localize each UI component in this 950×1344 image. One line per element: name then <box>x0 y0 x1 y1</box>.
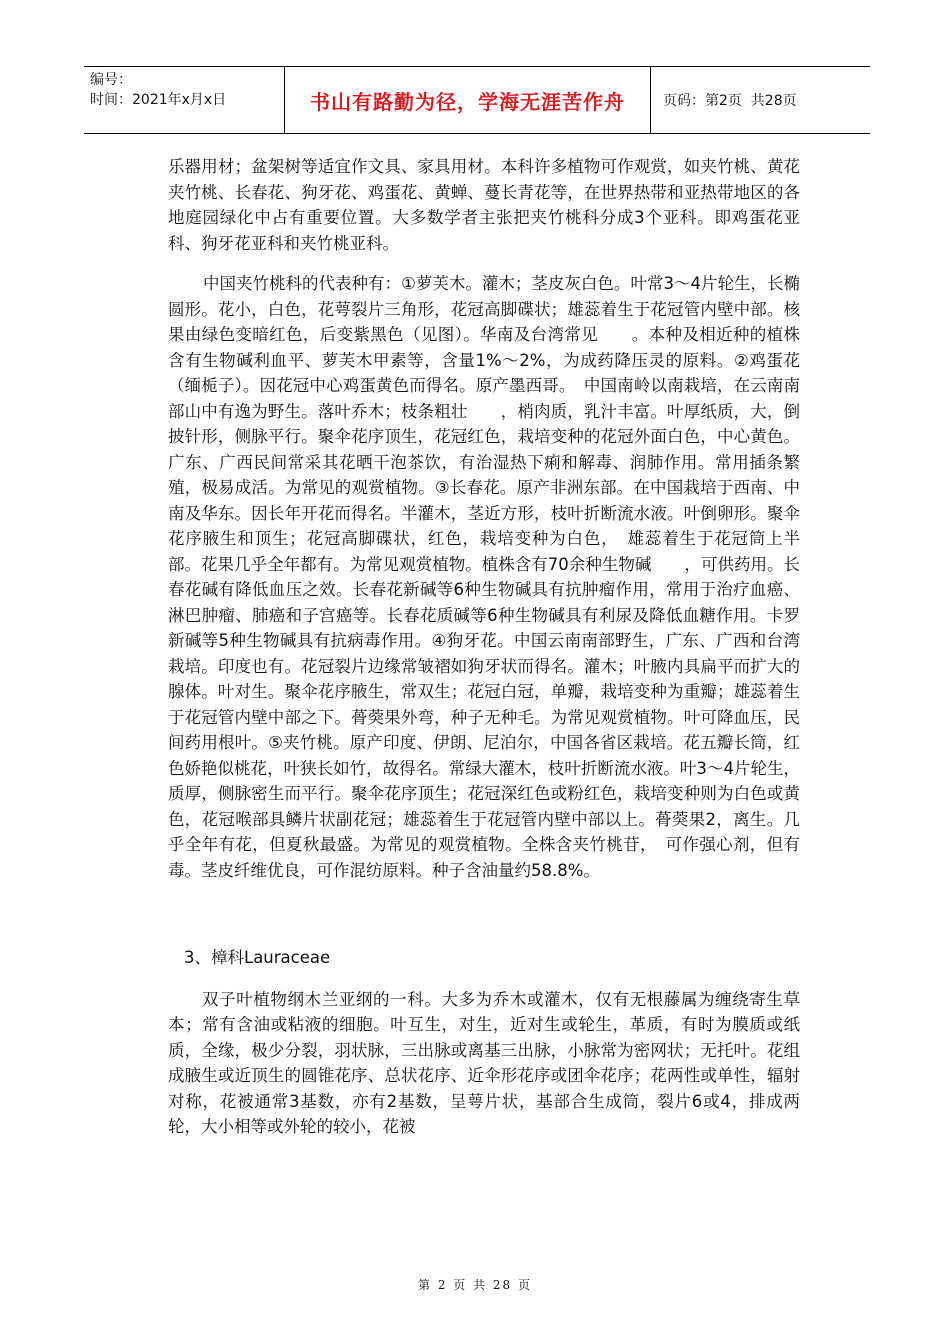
header-page-info <box>651 67 870 133</box>
document-body <box>168 154 800 1140</box>
page-header <box>84 66 870 134</box>
page-info-text: 页码：第2页 共28页 <box>663 93 797 109</box>
header-meta <box>84 67 284 133</box>
body-paragraph-2: 中国夹竹桃科的代表种有：①萝芙木。灌木；茎皮灰白色。叶常3～4片轮生，长椭圆形。花小，白色，花萼裂片三角形，花冠高脚碟状；雄蕊着生于花冠管内壁中部。核果由绿色变暗红色，后变紫黑色（见图）。华南及台湾常见 。本种及相近种的植株含有生物碱利血平、萝芙木甲素等，含量1%～2%，为成药降压灵的原料。②鸡蛋花（缅栀子）。因花冠中心鸡蛋黄色而得名。原产墨西哥。 中国南岭以南栽培，在云南南部山中有逸为野生。落叶乔木；枝条粗壮 ，梢肉质，乳汁丰富。叶厚纸质，大，倒披针形，侧脉平行。聚伞花序顶生，花冠红色，栽培变种的花冠外面白色，中心黄色。广东、广西民间常采其花晒干泡茶饮，有治湿热下痢和解毒、润肺作用。常用插条繁殖，极易成活。为常见的观赏植物。③长春花。原产非洲东部。在中国栽培于西南、中南及华东。因长年开花而得名。半灌木，茎近方形，枝叶折断流水液。叶倒卵形。聚伞花序腋生和顶生；花冠高脚碟状，红色，栽培变种为白色， 雄蕊着生于花冠筒上半部。花果几乎全年都有。为常见观赏植物。植株含有70余种生物碱 ，可供药用。长春花碱有降低血压之效。长春花新碱等6种生物碱具有抗肿瘤作用，常用于治疗血癌、淋巴肿瘤、肺癌和子宫癌等。长春花质碱等6种生物碱具有利尿及降低血糖作用。卡罗新碱等5种生物碱具有抗病毒作用。④狗牙花。中国云南南部野生，广东、广西和台湾栽培。印度也有。花冠裂片边缘常皱褶如狗牙状而得名。灌木；叶腋内具扁平而扩大的腺体。叶对生。聚伞花序腋生，常双生；花冠白冠，单瓣，栽培变种为重瓣；雄蕊着生于花冠管内壁中部之下。蓇葖果外弯，种子无种毛。为常见观赏植物。叶可降血压，民间药用根叶。⑤夹竹桃。原产印度、伊朗、尼泊尔，中国各省区栽培。花五瓣长筒，红色娇艳似桃花，叶狭长如竹，故得名。常绿大灌木，枝叶折断流水液。叶3～4片轮生，质厚，侧脉密生而平行。聚伞花序顶生；花冠深红色或粉红色，栽培变种则为白色或黄色，花冠喉部具鳞片状副花冠；雄蕊着生于花冠管内壁中部以上。蓇葖果2，离生。几乎全年有花，但夏秋最盛。为常见的观赏植物。全株含夹竹桃苷， 可作强心剂，但有毒。茎皮纤维优良，可作混纺原料。种子含油量约58.8%。 <box>168 274 800 880</box>
page-footer: 第 2 页 共 28 页 <box>418 1278 532 1292</box>
header-motto: 书山有路勤为径，学海无涯苦作舟 <box>284 67 651 133</box>
body-paragraph-1: 乐器用材；盆架树等适宜作文具、家具用材。本科许多植物可作观赏，如夹竹桃、黄花夹竹桃、长春花、狗牙花、鸡蛋花、黄蝉、蔓长青花等，在世界热带和亚热带地区的各地庭园绿化中占有重要位置。大多数学者主张把夹竹桃科分成3个亚科。即鸡蛋花亚科、狗牙花亚科和夹竹桃亚科。 <box>168 157 800 253</box>
document-number-label: 编号： <box>90 72 132 88</box>
body-paragraph-3: 双子叶植物纲木兰亚纲的一科。大多为乔木或灌木，仅有无根藤属为缠绕寄生草本；常有含油或粘液的细胞。叶互生，对生，近对生或轮生，革质，有时为膜质或纸质，全缘，极少分裂，羽状脉，三出脉或离基三出脉，小脉常为密网状；无托叶。花组成腋生或近顶生的圆锥花序、总状花序、近伞形花序或团伞花序；花两性或单性，辐射对称，花被通常3基数，亦有2基数，呈萼片状，基部合生成筒，裂片6或4，排成两轮，大小相等或外轮的较小，花被 <box>168 989 800 1136</box>
section-title: 3、樟科Lauraceae <box>184 948 331 967</box>
document-time-label: 时间：2021年x月x日 <box>90 92 227 108</box>
